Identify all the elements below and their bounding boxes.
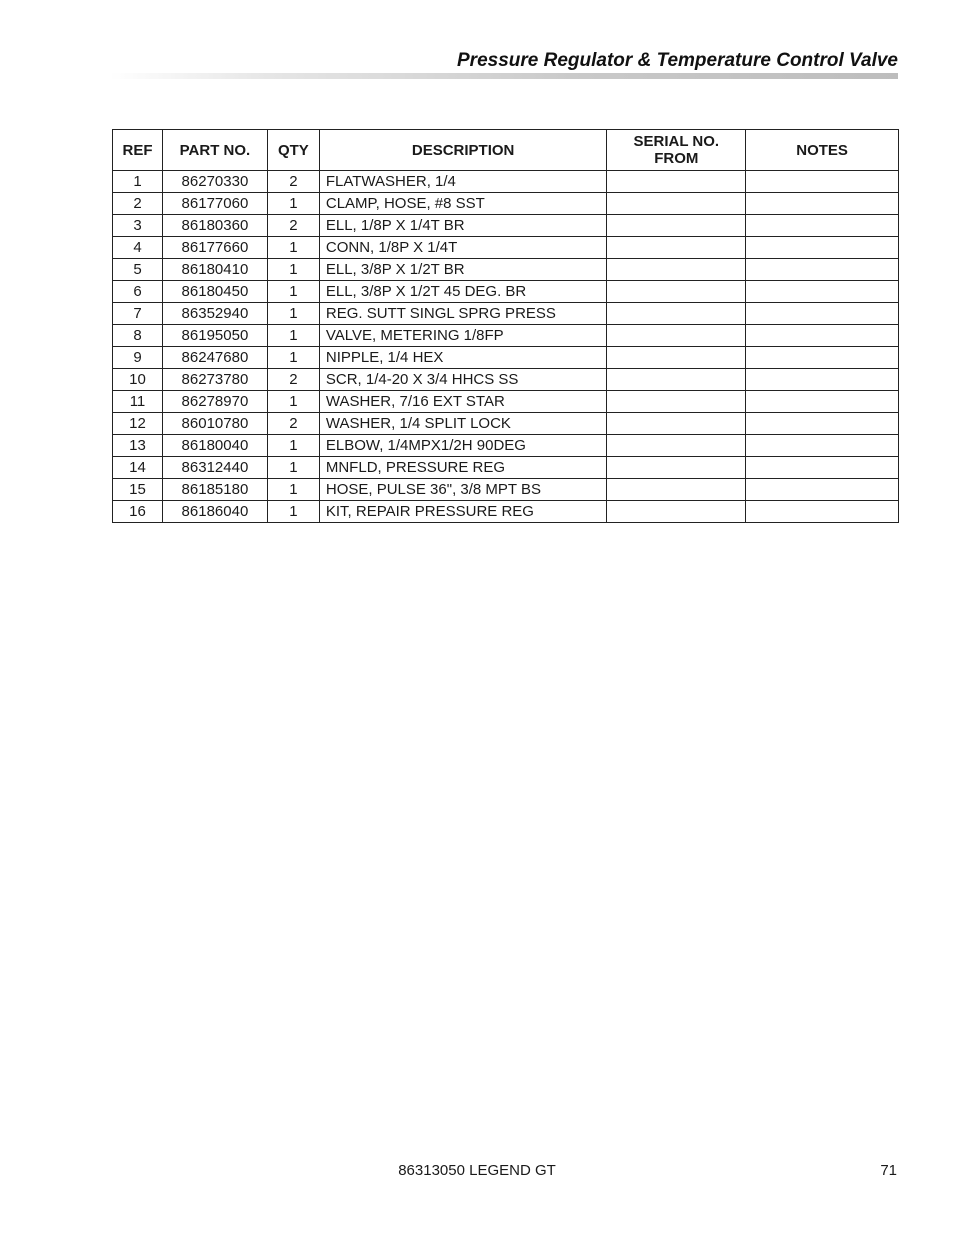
cell-description: WASHER, 1/4 SPLIT LOCK (319, 413, 607, 435)
cell-qty: 1 (267, 391, 319, 413)
cell-serial-from (607, 259, 746, 281)
cell-serial-from (607, 281, 746, 303)
cell-ref: 15 (113, 479, 163, 501)
cell-ref: 5 (113, 259, 163, 281)
cell-notes (746, 391, 899, 413)
cell-ref: 1 (113, 171, 163, 193)
col-header-ref: REF (113, 130, 163, 171)
cell-notes (746, 259, 899, 281)
cell-ref: 14 (113, 457, 163, 479)
table-row (113, 479, 899, 501)
cell-qty: 1 (267, 457, 319, 479)
header-row (113, 130, 899, 171)
cell-part-no: 86180040 (162, 435, 267, 457)
cell-notes (746, 325, 899, 347)
cell-notes (746, 435, 899, 457)
cell-ref: 13 (113, 435, 163, 457)
cell-qty: 1 (267, 501, 319, 523)
cell-serial-from (607, 413, 746, 435)
cell-notes (746, 237, 899, 259)
cell-qty: 1 (267, 325, 319, 347)
col-header-notes: NOTES (746, 130, 899, 171)
cell-qty: 1 (267, 435, 319, 457)
cell-serial-from (607, 347, 746, 369)
cell-part-no: 86010780 (162, 413, 267, 435)
cell-ref: 7 (113, 303, 163, 325)
table-row (113, 171, 899, 193)
cell-qty: 1 (267, 347, 319, 369)
col-header-serial-no-from (607, 130, 746, 171)
table-row (113, 303, 899, 325)
table-row (113, 391, 899, 413)
cell-part-no: 86273780 (162, 369, 267, 391)
cell-serial-from (607, 215, 746, 237)
cell-notes (746, 501, 899, 523)
table-row (113, 369, 899, 391)
cell-notes (746, 193, 899, 215)
table-row (113, 435, 899, 457)
cell-serial-from (607, 303, 746, 325)
cell-description: CLAMP, HOSE, #8 SST (319, 193, 607, 215)
cell-serial-from (607, 193, 746, 215)
cell-qty: 2 (267, 215, 319, 237)
cell-qty: 1 (267, 479, 319, 501)
header-rule (110, 73, 898, 79)
cell-notes (746, 347, 899, 369)
cell-part-no: 86186040 (162, 501, 267, 523)
cell-serial-from (607, 369, 746, 391)
cell-part-no: 86312440 (162, 457, 267, 479)
cell-notes (746, 369, 899, 391)
cell-qty: 1 (267, 303, 319, 325)
cell-part-no: 86247680 (162, 347, 267, 369)
cell-qty: 2 (267, 413, 319, 435)
cell-ref: 6 (113, 281, 163, 303)
cell-notes (746, 303, 899, 325)
cell-ref: 9 (113, 347, 163, 369)
parts-table (112, 129, 899, 523)
cell-ref: 11 (113, 391, 163, 413)
footer-document-id: 86313050 LEGEND GT (398, 1162, 556, 1179)
cell-part-no: 86180450 (162, 281, 267, 303)
cell-qty: 2 (267, 171, 319, 193)
table-row (113, 325, 899, 347)
cell-description: ELL, 3/8P X 1/2T BR (319, 259, 607, 281)
cell-ref: 10 (113, 369, 163, 391)
cell-ref: 12 (113, 413, 163, 435)
cell-qty: 1 (267, 237, 319, 259)
cell-serial-from (607, 171, 746, 193)
cell-notes (746, 457, 899, 479)
cell-notes (746, 413, 899, 435)
cell-description: FLATWASHER, 1/4 (319, 171, 607, 193)
table-row (113, 281, 899, 303)
cell-notes (746, 281, 899, 303)
cell-part-no: 86270330 (162, 171, 267, 193)
cell-ref: 16 (113, 501, 163, 523)
cell-serial-from (607, 237, 746, 259)
cell-part-no: 86195050 (162, 325, 267, 347)
cell-qty: 1 (267, 281, 319, 303)
cell-part-no: 86177660 (162, 237, 267, 259)
table-row (113, 413, 899, 435)
cell-qty: 1 (267, 193, 319, 215)
cell-description: MNFLD, PRESSURE REG (319, 457, 607, 479)
table-row (113, 501, 899, 523)
serial-header-line2: FROM (654, 150, 699, 167)
cell-description: ELL, 3/8P X 1/2T 45 DEG. BR (319, 281, 607, 303)
serial-header-line1: SERIAL NO. (633, 133, 720, 150)
table-row (113, 457, 899, 479)
cell-qty: 2 (267, 369, 319, 391)
cell-notes (746, 215, 899, 237)
cell-description: HOSE, PULSE 36", 3/8 MPT BS (319, 479, 607, 501)
page-title: Pressure Regulator & Temperature Control Valve (457, 50, 898, 71)
table-row (113, 259, 899, 281)
cell-serial-from (607, 435, 746, 457)
cell-description: VALVE, METERING 1/8FP (319, 325, 607, 347)
cell-description: KIT, REPAIR PRESSURE REG (319, 501, 607, 523)
cell-description: CONN, 1/8P X 1/4T (319, 237, 607, 259)
cell-serial-from (607, 391, 746, 413)
table-row (113, 347, 899, 369)
cell-ref: 4 (113, 237, 163, 259)
cell-part-no: 86278970 (162, 391, 267, 413)
col-header-qty: QTY (267, 130, 319, 171)
cell-description: NIPPLE, 1/4 HEX (319, 347, 607, 369)
cell-description: SCR, 1/4-20 X 3/4 HHCS SS (319, 369, 607, 391)
table-row (113, 237, 899, 259)
cell-ref: 8 (113, 325, 163, 347)
cell-part-no: 86352940 (162, 303, 267, 325)
cell-ref: 2 (113, 193, 163, 215)
cell-serial-from (607, 325, 746, 347)
cell-part-no: 86180360 (162, 215, 267, 237)
cell-qty: 1 (267, 259, 319, 281)
cell-notes (746, 479, 899, 501)
col-header-part-no: PART NO. (162, 130, 267, 171)
table-row (113, 193, 899, 215)
cell-part-no: 86185180 (162, 479, 267, 501)
parts-table-header (113, 130, 899, 171)
cell-description: WASHER, 7/16 EXT STAR (319, 391, 607, 413)
cell-description: ELBOW, 1/4MPX1/2H 90DEG (319, 435, 607, 457)
cell-ref: 3 (113, 215, 163, 237)
cell-description: ELL, 1/8P X 1/4T BR (319, 215, 607, 237)
cell-part-no: 86180410 (162, 259, 267, 281)
cell-serial-from (607, 479, 746, 501)
cell-notes (746, 171, 899, 193)
cell-description: REG. SUTT SINGL SPRG PRESS (319, 303, 607, 325)
parts-table-body (113, 171, 899, 523)
cell-part-no: 86177060 (162, 193, 267, 215)
col-header-description: DESCRIPTION (319, 130, 607, 171)
page-number: 71 (880, 1162, 897, 1179)
table-row (113, 215, 899, 237)
cell-serial-from (607, 457, 746, 479)
cell-serial-from (607, 501, 746, 523)
